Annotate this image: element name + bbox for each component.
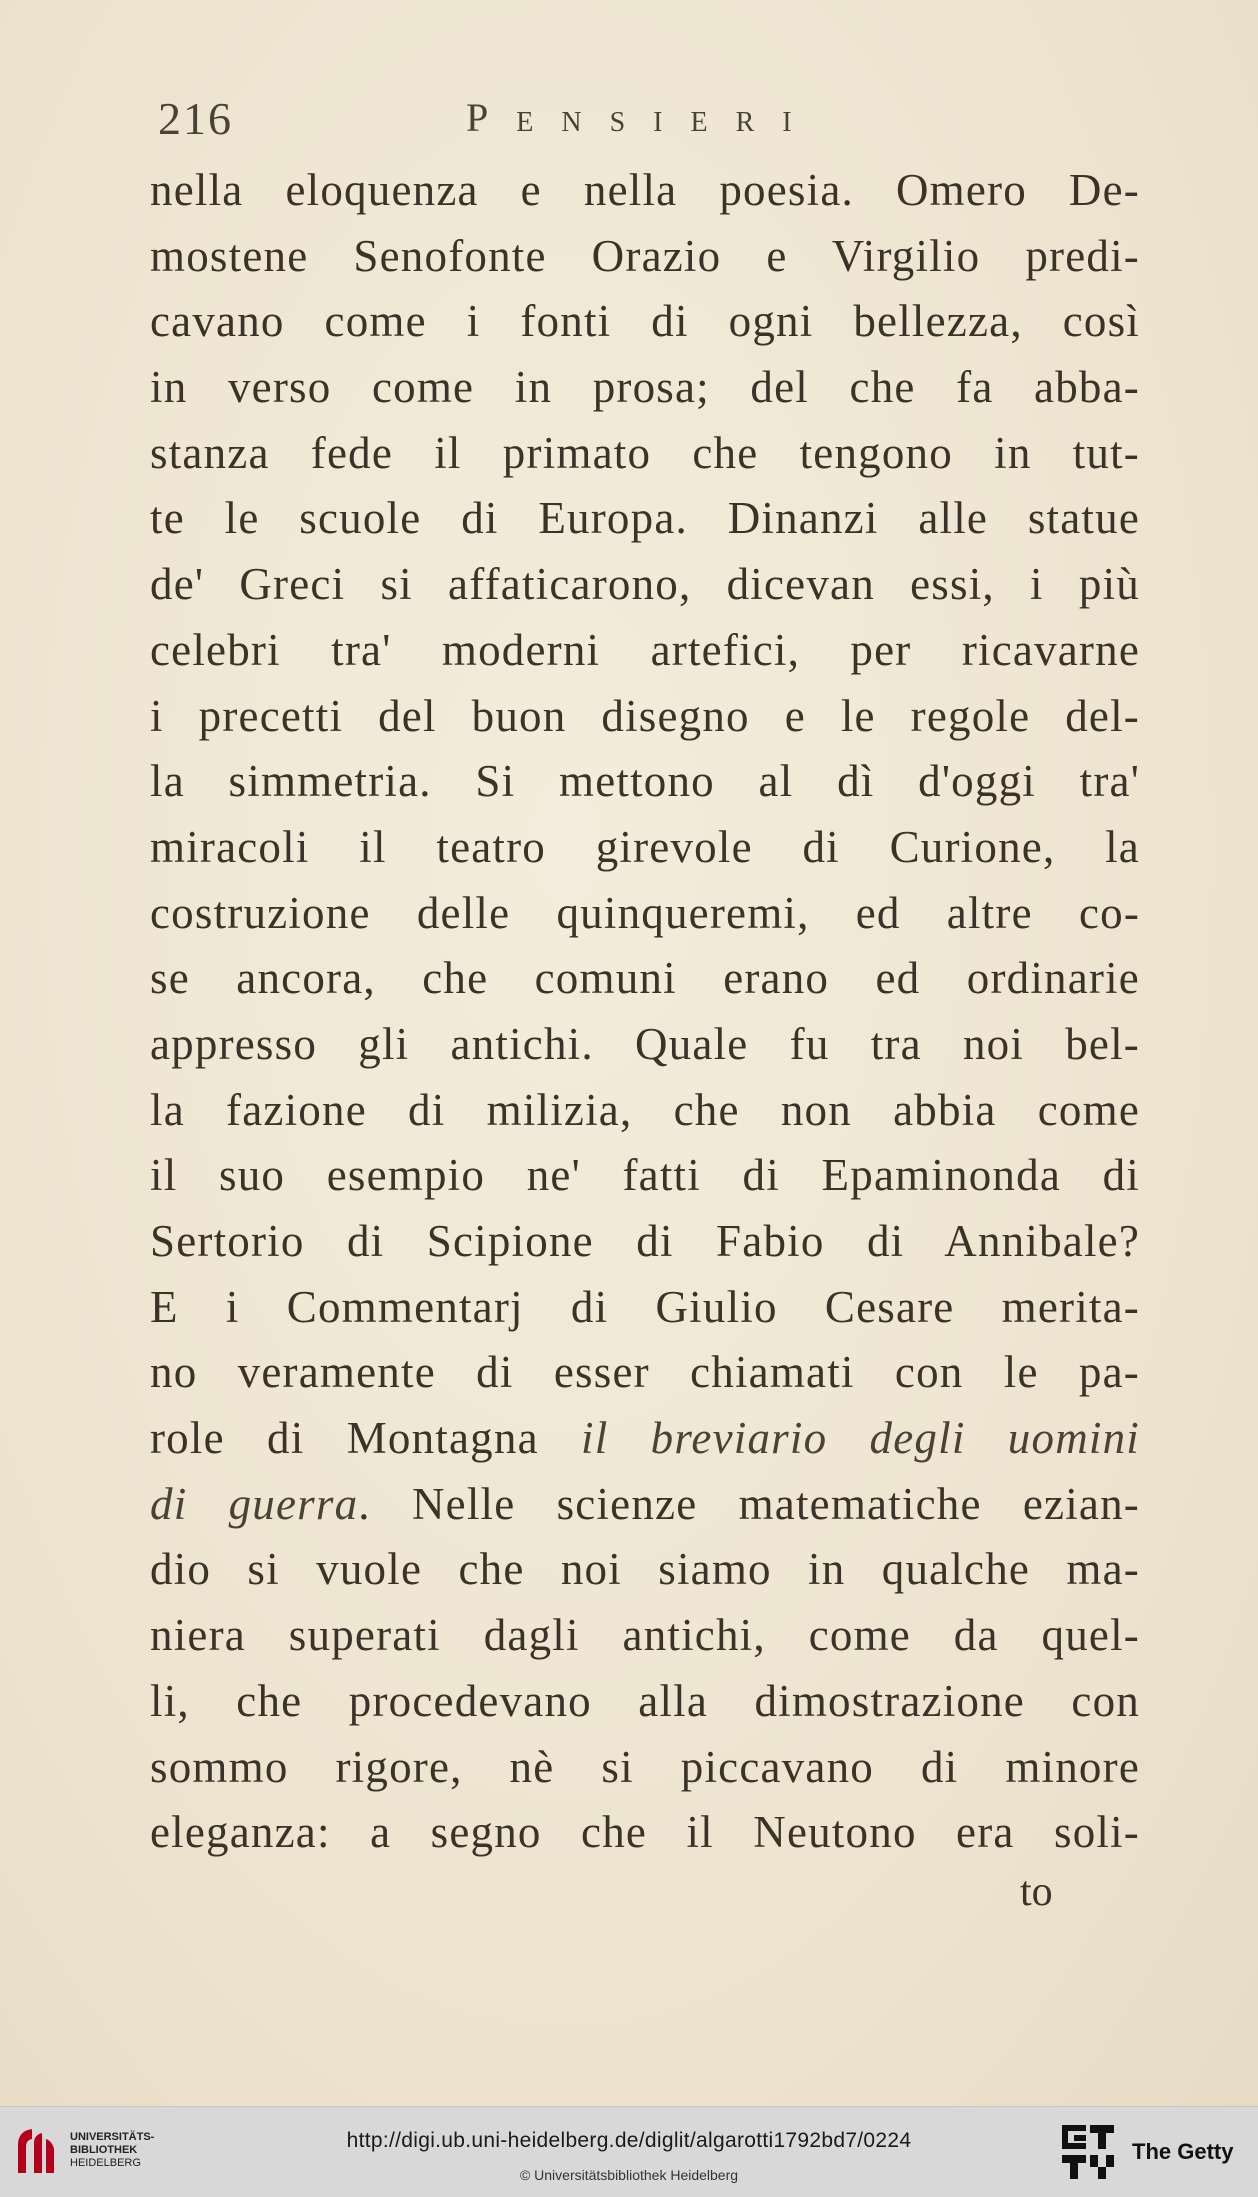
- text-line: cavano come i fonti di ogni bellezza, così: [150, 296, 1140, 347]
- body-text: [150, 158, 1140, 1866]
- text-line: sommo rigore, nè si piccavano di minore: [150, 1741, 1140, 1792]
- line-21-suffix: . Nelle scienze matematiche ezian-: [358, 1478, 1140, 1529]
- text-line: te le scuole di Europa. Dinanzi alle statue: [150, 493, 1140, 544]
- text-line-with-italic: [150, 1406, 1140, 1472]
- text-line: i precetti del buon disegno e le regole del-: [150, 690, 1140, 741]
- library-name-line-1: UNIVERSITÄTS-: [70, 2131, 155, 2143]
- running-title: Pensieri: [466, 95, 820, 140]
- library-name-line-2: BIBLIOTHEK: [70, 2144, 138, 2156]
- text-line: celebri tra' moderni artefici, per ricavarne: [150, 624, 1140, 675]
- catchword: to: [1020, 1869, 1053, 1915]
- text-line: de' Greci si affaticarono, dicevan essi, i più: [150, 559, 1140, 610]
- copyright-notice: © Universitätsbibliothek Heidelberg: [519, 2167, 739, 2183]
- library-name-line-3: HEIDELBERG: [70, 2157, 141, 2169]
- text-line: costruzione delle quinqueremi, ed altre co-: [150, 887, 1140, 938]
- text-line-with-italic: [150, 1472, 1140, 1538]
- text-line: la fazione di milizia, che non abbia come: [150, 1084, 1140, 1135]
- text-line: eleganza: a segno che il Neutono era soli-: [150, 1807, 1140, 1858]
- text-line: la simmetria. Si mettono al dì d'oggi tra': [150, 756, 1140, 807]
- text-line: no veramente di esser chiamati con le pa-: [150, 1347, 1140, 1398]
- page-number: 216: [158, 93, 233, 144]
- getty-partner-name: The Getty: [1132, 2139, 1234, 2164]
- text-line: dio si vuole che noi siamo in qualche ma-: [150, 1544, 1140, 1595]
- italic-quote-end: di guerra: [150, 1478, 359, 1529]
- text-line: il suo esempio ne' fatti di Epaminonda di: [150, 1150, 1140, 1201]
- permalink-url[interactable]: http://digi.ub.uni-heidelberg.de/diglit/algarotti1792bd7/0224: [346, 2129, 912, 2152]
- text-line: niera superati dagli antichi, come da quel-: [150, 1610, 1140, 1661]
- text-line: E i Commentarj di Giulio Cesare merita-: [150, 1281, 1140, 1332]
- text-line: li, che procedevano alla dimostrazione con: [150, 1675, 1140, 1726]
- text-line: in verso come in prosa; del che fa abba-: [150, 362, 1140, 413]
- text-line: mostene Senofonte Orazio e Virgilio predi-: [150, 230, 1140, 281]
- page-header: [158, 92, 1138, 162]
- text-line: stanza fede il primato che tengono in tut-: [150, 427, 1140, 478]
- getty-logo-icon[interactable]: [1060, 2123, 1116, 2181]
- line-20-prefix: role di Montagna: [150, 1413, 582, 1464]
- text-line: appresso gli antichi. Quale fu tra noi bel-: [150, 1018, 1140, 1069]
- italic-quote: il breviario degli uomini: [581, 1413, 1140, 1464]
- text-line: nella eloquenza e nella poesia. Omero De-: [150, 165, 1140, 215]
- text-line: miracoli il teatro girevole di Curione, la: [150, 821, 1140, 872]
- text-line: se ancora, che comuni erano ed ordinarie: [150, 953, 1140, 1004]
- viewer-footer: [0, 2106, 1258, 2197]
- text-line: Sertorio di Scipione di Fabio di Annibale?: [150, 1216, 1140, 1266]
